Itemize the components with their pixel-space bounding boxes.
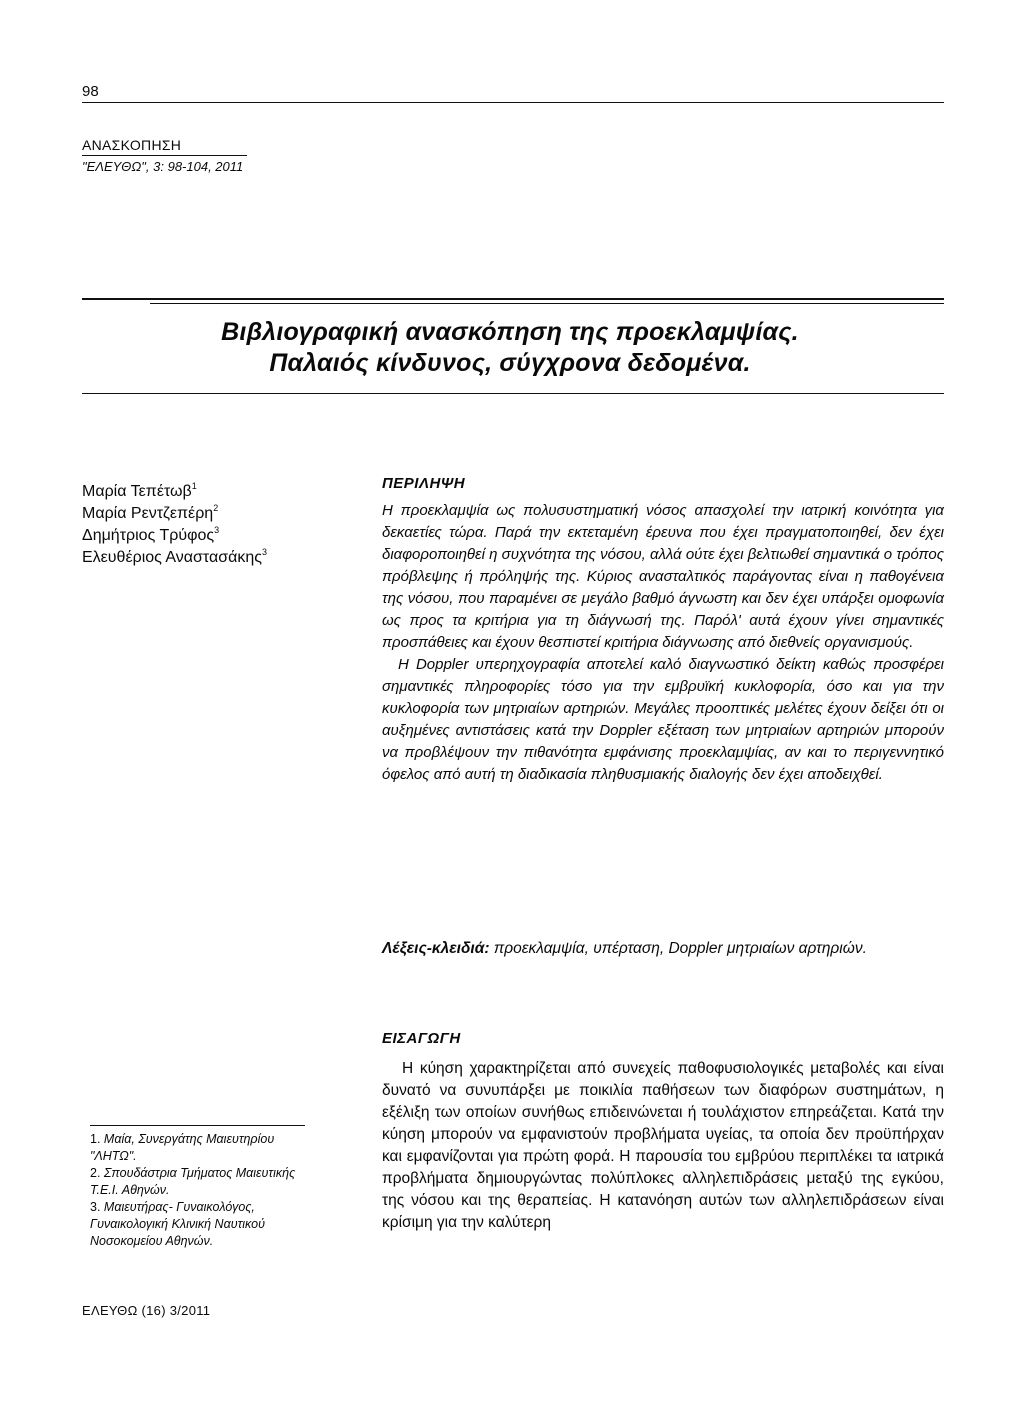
affiliation-item: 2. Σπουδάστρια Τμήματος Μαιευτικής Τ.Ε.Ι. Αθηνών.	[90, 1166, 296, 1197]
section-label: ΑΝΑΣΚΟΠΗΣΗ	[82, 137, 182, 153]
article-title	[150, 317, 870, 379]
introduction-heading: ΕΙΣΑΓΩΓΗ	[382, 1030, 461, 1047]
section-underline	[82, 155, 247, 156]
footer-journal-issue: ΕΛΕΥΘΩ (16) 3/2011	[82, 1303, 211, 1318]
author: Ελευθέριος Αναστασάκης$^3$	[82, 547, 268, 566]
title-line-1: Βιβλιογραφική ανασκόπηση της προεκλαμψίας.	[221, 318, 799, 346]
keywords	[382, 936, 944, 961]
title-top-rule-thick	[82, 298, 944, 300]
abstract-paragraph: Η προεκλαμψία ως πολυσυστηματική νόσος απασχολεί την ιατρική κοινότητα για δεκαετίες τώρα. Παρά την εκτεταμένη έρευνα που έχει πραγματοποιηθεί, δεν έχει διαφοροποιηθεί η συχνότητα της νόσου, αλλά ούτε έχει βελτιωθεί σημαντικά ο τρόπος πρόβλεψης ή πρόληψής της. Κύριος ανασταλτικός παράγοντας είναι η παθογένεια της νόσου, που παραμένει σε μεγάλο βαθμό άγνωστη και δεν έχει υπάρξει ομοφωνία ως προς τα κριτήρια για τη διάγνωσή της. Παρόλ' αυτά έχουν γίνει σημαντικές προσπάθειες και έχουν θεσπιστεί κριτήρια διάγνωσης από διεθνείς οργανισμούς.	[382, 502, 944, 651]
keywords-text: προεκλαμψία, υπέρταση, Doppler μητριαίων αρτηριών.	[493, 940, 867, 957]
title-line-2: Παλαιός κίνδυνος, σύγχρονα δεδομένα.	[269, 349, 751, 377]
title-top-rule-thin	[150, 303, 944, 304]
journal-citation: "ΕΛΕΥΘΩ", 3: 98-104, 2011	[82, 159, 244, 174]
affiliation-notes	[90, 1131, 310, 1250]
affiliations-rule	[90, 1125, 305, 1126]
affiliation-item: 3. Μαιευτήρας- Γυναικολόγος, Γυναικολογική Κλινική Ναυτικού Νοσοκομείου Αθηνών.	[90, 1200, 265, 1248]
abstract-heading: ΠΕΡΙΛΗΨΗ	[382, 475, 466, 492]
abstract-paragraph: Η Doppler υπερηχογραφία αποτελεί καλό διαγνωστικό δείκτη καθώς προσφέρει σημαντικές πληροφορίες τόσο για την εμβρυϊκή κυκλοφορία, όσο και για την κυκλοφορία των μητριαίων αρτηριών. Μεγάλες προοπτικές μελέτες έχουν δείξει ότι οι αυξημένες αντιστάσεις κατά την Doppler εξέταση των μητριαίων αρτηριών μπορούν να προβλέψουν την πιθανότητα εμφάνισης προεκλαμψίας, αν και το περιγεννητικό όφελος από αυτή τη διαδικασία πληθυσμιακής διαλογής δεν έχει αποδειχθεί.	[382, 656, 944, 783]
keywords-label: Λέξεις-κλειδιά:	[382, 940, 490, 957]
author-list	[82, 481, 267, 569]
title-bottom-rule	[82, 393, 944, 394]
affiliation-item: 1. Μαία, Συνεργάτης Μαιευτηρίου "ΛΗΤΩ".	[90, 1132, 275, 1163]
page-number: 98	[82, 83, 99, 100]
introduction-paragraph: Η κύηση χαρακτηρίζεται από συνεχείς παθοφυσιολογικές μεταβολές και είναι δυνατό να συνυπάρξει με ποικιλία παθήσεων των διαφόρων συστημάτων, η εξέλιξη των οποίων συνήθως επιδεινώνεται ή τουλάχιστον επηρεάζεται. Κατά την κύηση μπορούν να εμφανιστούν προβλήματα υγείας, τα οποία δεν προϋπήρχαν και εμφανίζονται για πρώτη φορά. Η παρουσία του εμβρύου περιπλέκει τα ιατρικά προβλήματα δημιουργώντας πολύπλοκες αλληλεπιδράσεις μεταξύ της εγκύου, της νόσου και της θεραπείας. Η κατανόηση αυτών των αλληλεπιδράσεων είναι κρίσιμη για την καλύτερη	[382, 1060, 944, 1231]
author: Δημήτριος Τρύφος$^3$	[82, 525, 220, 544]
abstract-body	[382, 500, 944, 786]
author: Μαρία Τεπέτωβ$^1$	[82, 481, 197, 500]
author: Μαρία Ρεντζεπέρη$^2$	[82, 503, 219, 522]
header-rule	[82, 102, 944, 103]
introduction-body	[382, 1058, 944, 1234]
